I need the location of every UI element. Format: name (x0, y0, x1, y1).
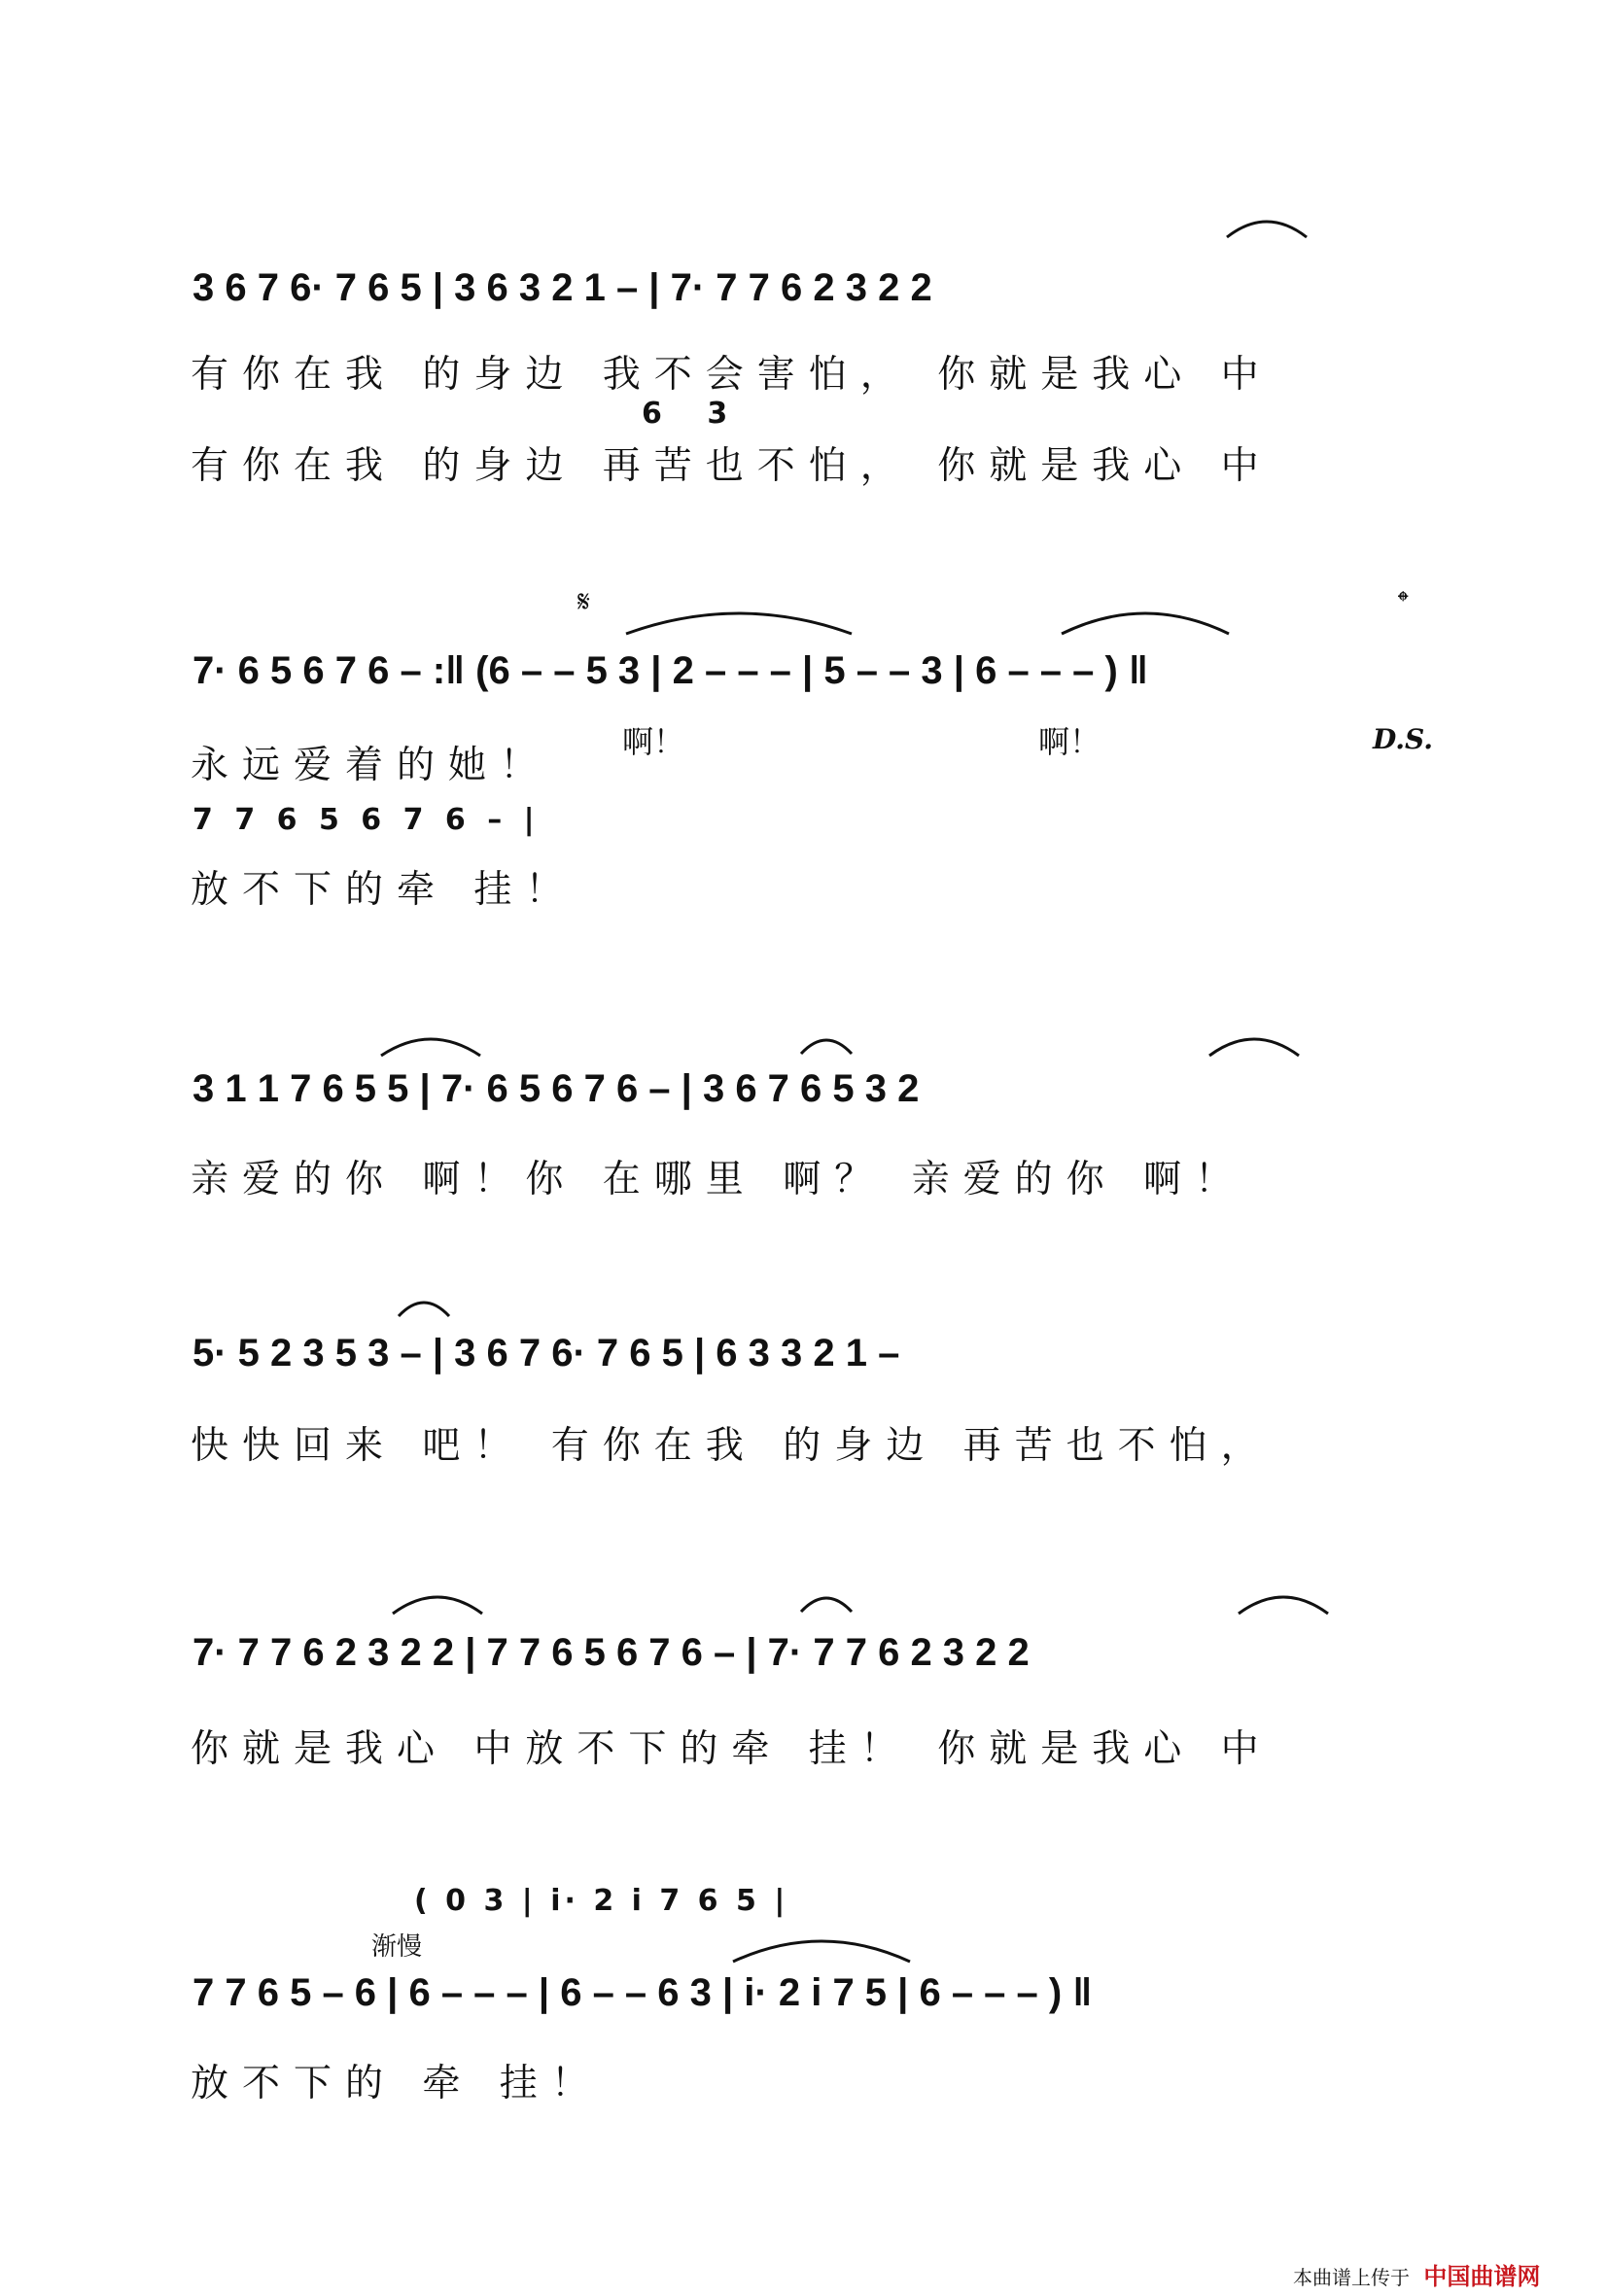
notation-line: 7· 7 7 6 2 3 2 2 | 7 7 6 5 6 7 6 – | 7· 7 7 6 2 3 2 2 (192, 1630, 1030, 1674)
small-notes: 6 3 (642, 397, 746, 431)
footer-credit (1293, 2257, 1540, 2291)
notation-line: 3 1 1 7 6 5 5 | 7· 6 5 6 7 6 – | 3 6 7 6 5 3 2 (192, 1066, 920, 1110)
notation-line: 5· 5 2 3 5 3 – | 3 6 7 6· 7 6 5 | 6 3 3 2 1 – (192, 1331, 900, 1374)
lyric-line: 快快回来 吧！ 有你在我 的身边 再苦也不怕， (191, 1424, 1273, 1468)
lyric-verse-1: 有你在我 的身边 我不会害怕， 你就是我心 中 (191, 353, 1273, 397)
slur-mark (797, 1588, 856, 1616)
slur-mark (622, 599, 856, 638)
lyric-verse-2: 有你在我 的身边 再苦也不怕， 你就是我心 中 (191, 444, 1273, 488)
lyric-line: 永远爱着的她！ (191, 744, 552, 787)
slur-mark (1206, 1028, 1303, 1060)
slur-mark (395, 1293, 453, 1320)
alt-ending-notes: 7 7 6 5 6 7 6 – | (192, 803, 541, 837)
slur-mark (377, 1028, 484, 1060)
slur-mark (1223, 212, 1311, 241)
upper-notation: ( 0 3 | i· 2 i 7 6 5 | (414, 1884, 789, 1918)
interlude-lyric-2: 啊！ (1038, 723, 1101, 760)
footer-brand[interactable]: 中国曲谱网 (1423, 2263, 1541, 2290)
notation-line: 7 7 6 5 – 6 | 6 – – – | 6 – – 6 3 | i· 2 i 7 5 | 6 – – – ) ‖ (192, 1970, 1093, 2014)
slur-mark (1235, 1586, 1332, 1618)
notation-line: 7· 6 5 6 7 6 – :‖ (6 – – 5 3 | 2 – – – | 5 – – 3 | 6 – – – ) ‖ (192, 648, 1148, 692)
ds-mark: D.S. (1373, 723, 1434, 755)
coda-icon: 𝄌 (1398, 585, 1409, 619)
tempo-mark: 渐慢 (371, 1932, 423, 1962)
lyric-line-alt: 放不下的牵 挂！ (191, 868, 577, 912)
slur-mark (729, 1927, 914, 1966)
slur-mark (389, 1586, 486, 1618)
footer-text: 本曲谱上传于 (1293, 2266, 1410, 2289)
lyric-line: 你就是我心 中放不下的牵 挂！ 你就是我心 中 (191, 1727, 1273, 1771)
lyric-line: 放不下的 牵 挂！ (191, 2062, 603, 2105)
segno-icon: 𝄋 (577, 585, 590, 619)
slur-mark (797, 1030, 856, 1058)
slur-mark (1058, 599, 1233, 638)
interlude-lyric-1: 啊！ (622, 723, 685, 760)
notation-line: 3 6 7 6· 7 6 5 | 3 6 3 2 1 – | 7· 7 7 6 2 3 2 2 (192, 265, 932, 309)
lyric-line: 亲爱的你 啊！你 在哪里 啊？ 亲爱的你 啊！ (191, 1158, 1246, 1201)
